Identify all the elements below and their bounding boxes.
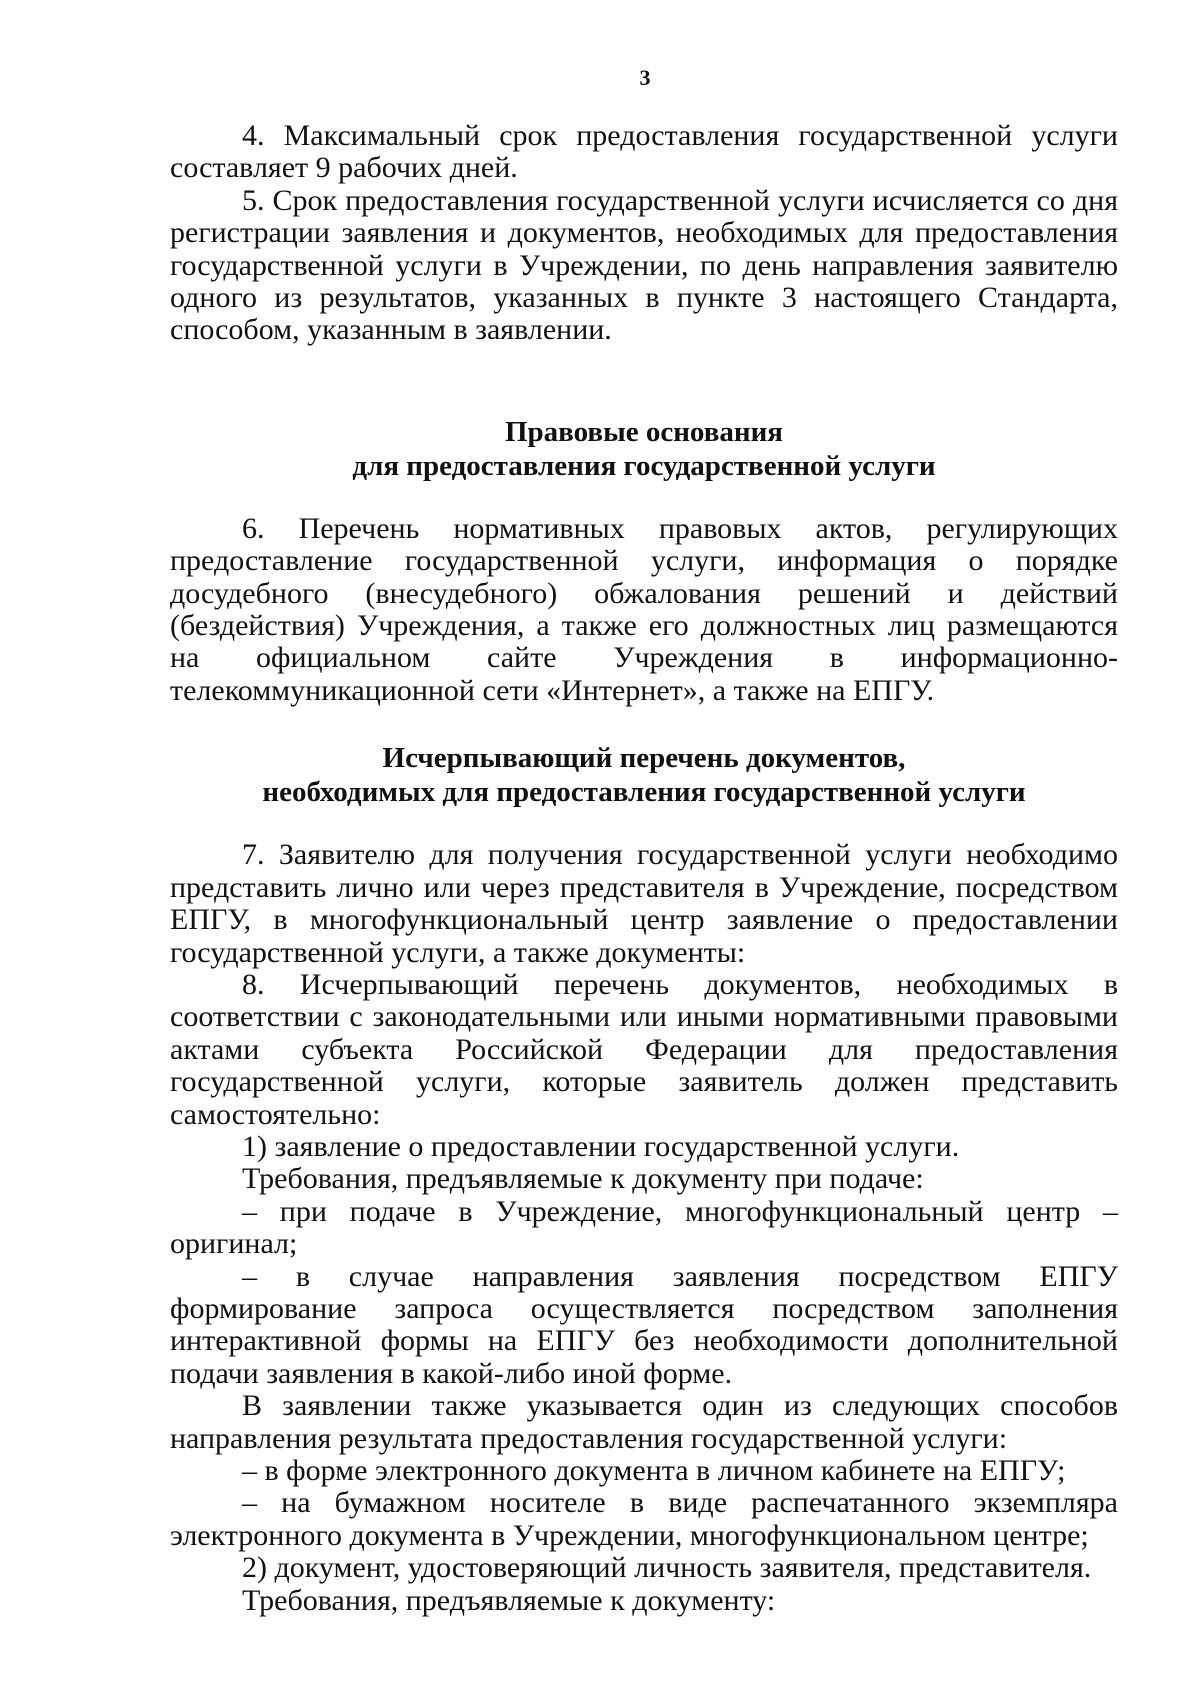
- section-heading-line: Исчерпывающий перечень документов,: [382, 742, 906, 775]
- list-item-application: 1) заявление о предоставлении государственной услуги.: [242, 1129, 960, 1163]
- section-heading-documents-list: [170, 741, 1118, 809]
- section-heading-line: необходимых для предоставления государственной услуги: [262, 776, 1026, 809]
- section-heading-legal-basis: [170, 415, 1118, 483]
- paragraph-6: 6. Перечень нормативных правовых актов, регулирующих предоставление государственной услуги, информация о порядке досудебного (внесудебного) обжалования решений и действий (бездействия) Учреждения, а также его должностных лиц размещаются на официальном сайте Учреждения в информационно-телекоммуникационной сети «Интернет», а также на ЕПГУ.: [170, 511, 1118, 707]
- result-methods-text: В заявлении также указывается один из следующих способов направления результата предоставления государственной услуги:: [170, 1389, 1118, 1455]
- section-heading-line: Правовые основания: [505, 415, 783, 448]
- paragraph-4: 4. Максимальный срок предоставления государственной услуги составляет 9 рабочих дней.: [170, 119, 1118, 185]
- document-body: [170, 120, 1118, 1617]
- paragraph-8: 8. Исчерпывающий перечень документов, необходимых в соответствии с законодательными или иными нормативными правовыми актами субъекта Российской Федерации для предоставления государственной услуги, которые заявитель должен представить самостоятельно:: [170, 967, 1118, 1131]
- section-heading-line: для предоставления государственной услуги: [352, 449, 936, 482]
- result-method-electronic: – в форме электронного документа в личном кабинете на ЕПГУ;: [242, 1454, 1066, 1487]
- page-number: 3: [639, 65, 651, 90]
- paragraph-5: 5. Срок предоставления государственной услуги исчисляется со дня регистрации заявления и документов, необходимых для предоставления государственной услуги в Учреждении, по день направления заявителю одного из результатов, указанных в пункте 3 настоящего Стандарта, способом, указанным в заявлении.: [170, 183, 1118, 347]
- paragraph-7: 7. Заявителю для получения государственной услуги необходимо представить лично или через представителя в Учреждение, посредством ЕПГУ, в многофункциональный центр заявление о предоставлении государственной услуги, а также документы:: [170, 838, 1118, 969]
- list-item-identity-document: 2) документ, удостоверяющий личность заявителя, представителя.: [242, 1551, 1092, 1585]
- requirement-original: – при подаче в Учреждение, многофункциональный центр – оригинал;: [170, 1194, 1118, 1261]
- requirements-text: Требования, предъявляемые к документу при подаче:: [242, 1162, 924, 1196]
- requirements-text: Требования, предъявляемые к документу:: [242, 1583, 776, 1617]
- result-method-paper: – на бумажном носителе в виде распечатанного экземпляра электронного документа в Учреждении, многофункциональном центре;: [170, 1486, 1118, 1552]
- requirement-epgu: – в случае направления заявления посредством ЕПГУ формирование запроса осуществляется посредством заполнения интерактивной формы на ЕПГУ без необходимости дополнительной подачи заявления в какой-либо иной форме.: [170, 1259, 1118, 1390]
